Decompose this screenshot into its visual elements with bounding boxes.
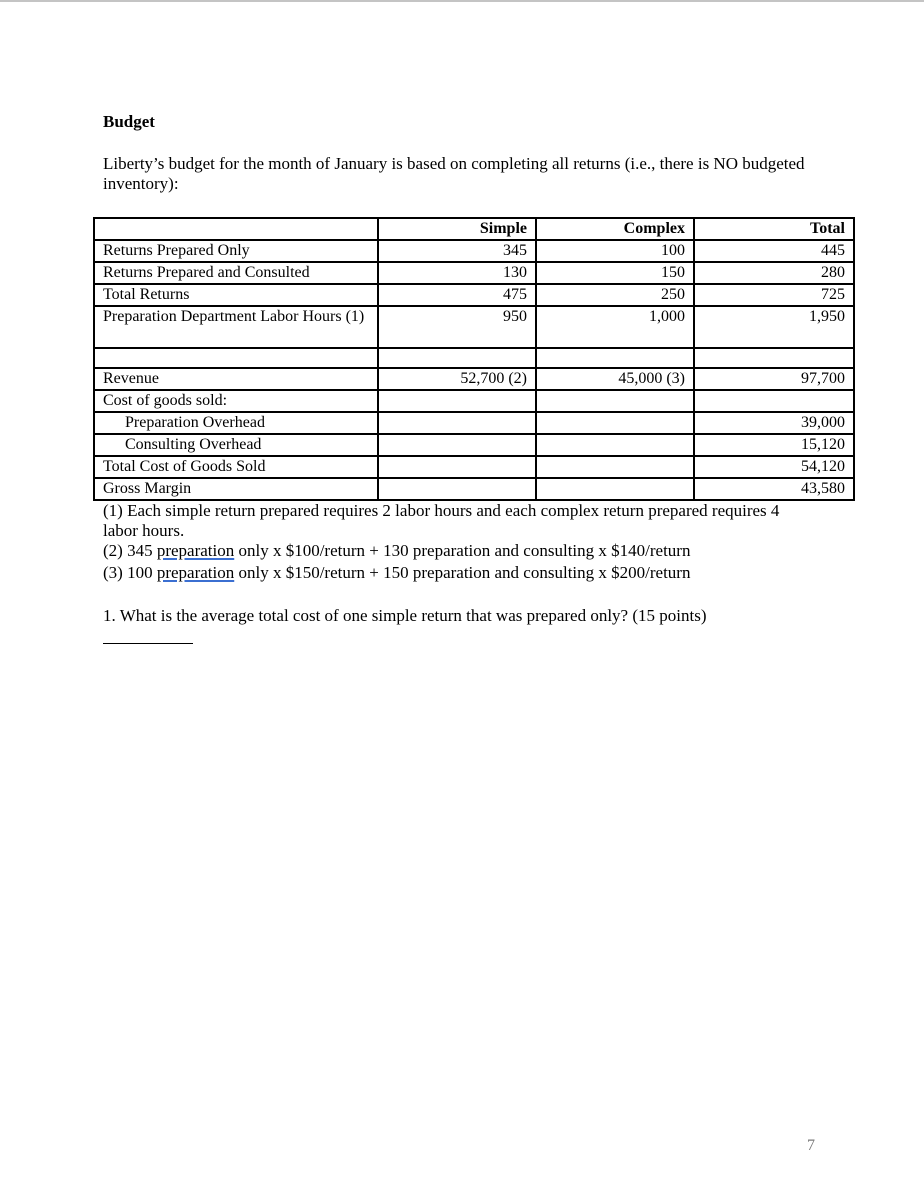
simple-value [378, 434, 536, 456]
simple-value: 950 [378, 306, 536, 348]
total-value: 280 [694, 262, 854, 284]
simple-value [378, 478, 536, 500]
row-label: Revenue [94, 368, 378, 390]
total-value: 97,700 [694, 368, 854, 390]
table-row-spacer [94, 348, 854, 368]
table-row [94, 478, 854, 500]
intro-paragraph: Liberty’s budget for the month of January is based on completing all returns (i.e., there is NO budgeted inventory): [103, 154, 805, 193]
row-label [94, 348, 378, 368]
complex-value [536, 390, 694, 412]
row-label: Gross Margin [94, 478, 378, 500]
complex-value [536, 412, 694, 434]
header-complex: Complex [536, 218, 694, 240]
total-value: 1,950 [694, 306, 854, 348]
row-label: Returns Prepared and Consulted [94, 262, 378, 284]
simple-value: 475 [378, 284, 536, 306]
table-row [94, 368, 854, 390]
complex-value: 45,000 (3) [536, 368, 694, 390]
table-row [94, 390, 854, 412]
table-header-row [94, 218, 854, 240]
complex-value: 1,000 [536, 306, 694, 348]
table-footnotes [103, 501, 803, 583]
footnote-2 [103, 541, 803, 561]
simple-value [378, 412, 536, 434]
total-value: 39,000 [694, 412, 854, 434]
total-value: 15,120 [694, 434, 854, 456]
table-row [94, 306, 854, 348]
total-value: 445 [694, 240, 854, 262]
complex-value: 100 [536, 240, 694, 262]
total-value [694, 348, 854, 368]
row-label: Preparation Overhead [94, 412, 378, 434]
answer-blank-line[interactable] [103, 643, 193, 644]
page-number: 7 [807, 1137, 815, 1154]
spellcheck-flagged-word[interactable]: preparation [156, 563, 235, 582]
table-row [94, 262, 854, 284]
total-value [694, 390, 854, 412]
footnote-1: (1) Each simple return prepared requires 2 labor hours and each complex return prepared requires 4 labor hours. [103, 501, 780, 540]
section-heading: Budget [103, 112, 155, 131]
complex-value [536, 348, 694, 368]
row-label: Cost of goods sold: [94, 390, 378, 412]
total-value: 43,580 [694, 478, 854, 500]
row-label: Total Cost of Goods Sold [94, 456, 378, 478]
spellcheck-flagged-word[interactable]: preparation [156, 541, 235, 560]
table-row [94, 456, 854, 478]
budget-table [93, 217, 855, 501]
complex-value: 150 [536, 262, 694, 284]
row-label: Total Returns [94, 284, 378, 306]
simple-value [378, 456, 536, 478]
footnote-2-suffix: only x $100/return + 130 preparation and consulting x $140/return [234, 541, 691, 560]
question-1: 1. What is the average total cost of one simple return that was prepared only? (15 points) [103, 606, 707, 625]
footnote-3 [103, 563, 803, 583]
total-value: 54,120 [694, 456, 854, 478]
table-row [94, 240, 854, 262]
footnote-3-prefix: (3) 100 [103, 563, 157, 582]
complex-value [536, 434, 694, 456]
header-simple: Simple [378, 218, 536, 240]
simple-value [378, 348, 536, 368]
table-row [94, 434, 854, 456]
simple-value: 130 [378, 262, 536, 284]
complex-value: 250 [536, 284, 694, 306]
simple-value: 52,700 (2) [378, 368, 536, 390]
row-label: Preparation Department Labor Hours (1) [94, 306, 378, 348]
row-label: Consulting Overhead [94, 434, 378, 456]
row-label: Returns Prepared Only [94, 240, 378, 262]
header-total: Total [694, 218, 854, 240]
footnote-2-prefix: (2) 345 [103, 541, 157, 560]
complex-value [536, 456, 694, 478]
footnote-3-suffix: only x $150/return + 150 preparation and consulting x $200/return [234, 563, 691, 582]
table-row [94, 412, 854, 434]
complex-value [536, 478, 694, 500]
header-blank [94, 218, 378, 240]
simple-value: 345 [378, 240, 536, 262]
table-row [94, 284, 854, 306]
total-value: 725 [694, 284, 854, 306]
simple-value [378, 390, 536, 412]
